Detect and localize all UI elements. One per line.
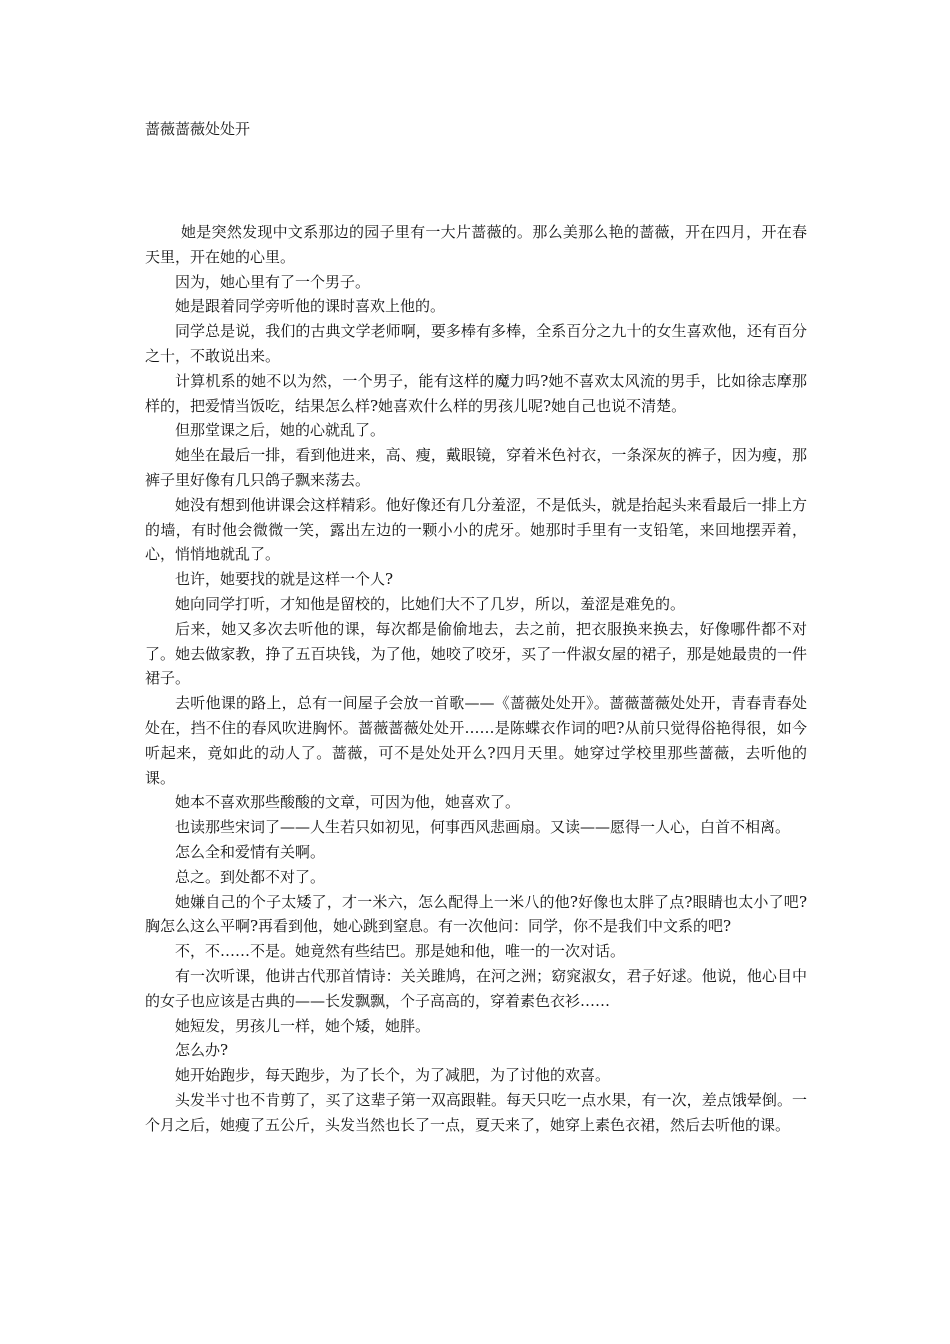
paragraph: 去听他课的路上，总有一间屋子会放一首歌——《蔷薇处处开》。蔷薇蔷薇处处开，青春青春处处在，挡不住的春风吹进胸怀。蔷薇蔷薇处处开……是陈蝶衣作词的吧?从前只觉得俗艳得很，如今听起来，竟如此的动人了。蔷薇，可不是处处开么?四月天里。她穿过学校里那些蔷薇，去听他的课。: [145, 694, 807, 787]
paragraph: 怎么办?: [175, 1041, 229, 1060]
paragraph: 她是突然发现中文系那边的园子里有一大片蔷薇的。那么美那么艳的蔷薇，开在四月，开在春天里，开在她的心里。: [145, 223, 807, 266]
paragraph: 同学总是说，我们的古典文学老师啊，要多棒有多棒，全系百分之九十的女生喜欢他，还有百分之十，不敢说出来。: [145, 322, 807, 365]
paragraph: 她本不喜欢那些酸酸的文章，可因为他，她喜欢了。: [175, 793, 521, 812]
document-title: 蔷薇蔷薇处处开: [145, 120, 251, 138]
paragraph: 不，不……不是。她竟然有些结巴。那是她和他，唯一的一次对话。: [175, 942, 626, 961]
paragraph: 她嫌自己的个子太矮了，才一米六，怎么配得上一米八的他?好像也太胖了点?眼睛也太小了吧?胸怎么这么平啊?再看到他，她心跳到窒息。有一次他问：同学，你不是我们中文系的吧?: [145, 892, 807, 936]
paragraph: 也许，她要找的就是这样一个人?: [175, 570, 394, 589]
document-body: [145, 220, 807, 1137]
paragraph: 她开始跑步，每天跑步，为了长个，为了减肥，为了讨他的欢喜。: [175, 1066, 611, 1085]
paragraph: 计算机系的她不以为然，一个男子，能有这样的魔力吗?她不喜欢太风流的男手，比如徐志摩那样的，把爱情当饭吃，结果怎么样?她喜欢什么样的男孩儿呢?她自己也说不清楚。: [145, 371, 807, 415]
paragraph: 她向同学打听，才知他是留校的，比她们大不了几岁，所以，羞涩是难免的。: [175, 594, 686, 613]
paragraph: 因为，她心里有了一个男子。: [175, 272, 371, 291]
paragraph: 有一次听课，他讲古代那首情诗：关关雎鸠，在河之洲；窈窕淑女，君子好逑。他说，他心目中的女子也应该是古典的——长发飘飘，个子高高的，穿着素色衣衫……: [145, 966, 807, 1010]
paragraph: 但那堂课之后，她的心就乱了。: [175, 421, 386, 440]
paragraph: 她短发，男孩儿一样，她个矮，她胖。: [175, 1016, 431, 1035]
paragraph: 她坐在最后一排，看到他进来，高、瘦，戴眼镜，穿着米色衬衣，一条深灰的裤子，因为瘦，那裤子里好像有几只鸽子飘来荡去。: [145, 446, 807, 489]
paragraph: 后来，她又多次去听他的课，每次都是偷偷地去，去之前，把衣服换来换去，好像哪件都不对了。她去做家教，挣了五百块钱，为了他，她咬了咬牙，买了一件淑女屋的裙子，那是她最贵的一件裙子。: [145, 619, 807, 688]
paragraph: 总之。到处都不对了。: [175, 867, 326, 886]
paragraph: 头发半寸也不肯剪了，买了这辈子第一双高跟鞋。每天只吃一点水果，有一次，差点饿晕倒。一个月之后，她瘦了五公斤，头发当然也长了一点，夏天来了，她穿上素色衣裙，然后去听他的课。: [145, 1090, 807, 1134]
paragraph: 也读那些宋词了——人生若只如初见，何事西风悲画扇。又读——愿得一人心，白首不相离。: [175, 818, 791, 837]
paragraph: 怎么全和爱情有关啊。: [175, 842, 326, 861]
paragraph: 她是跟着同学旁听他的课时喜欢上他的。: [175, 297, 446, 316]
paragraph: 她没有想到他讲课会这样精彩。他好像还有几分羞涩，不是低头，就是抬起头来看最后一排上方的墙，有时他会微微一笑，露出左边的一颗小小的虎牙。她那时手里有一支铅笔，来回地摆弄着，心，悄悄地就乱了。: [145, 495, 807, 564]
